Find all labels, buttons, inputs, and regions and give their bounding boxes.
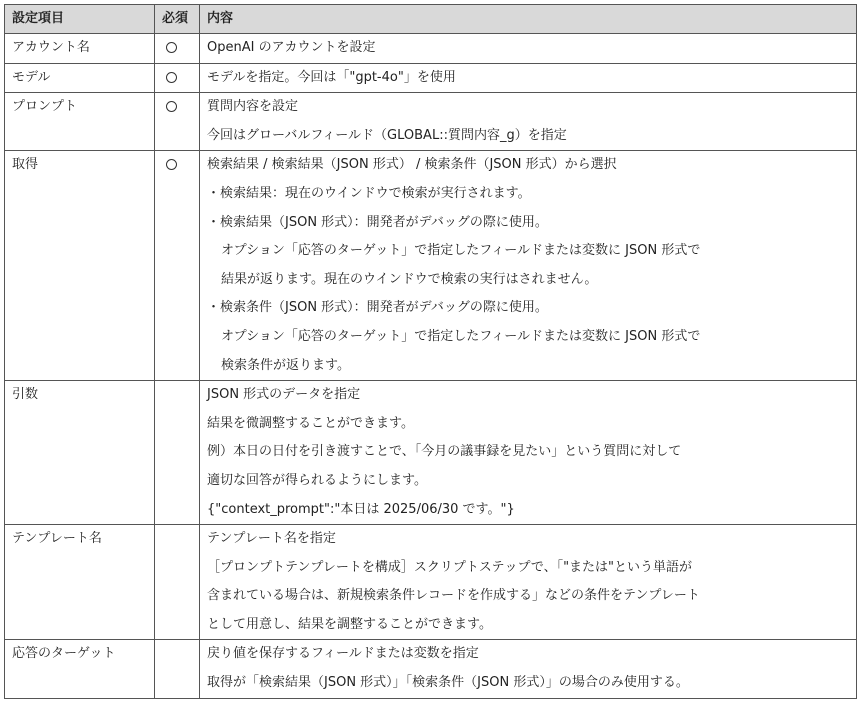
- required-circle-icon: [166, 101, 177, 112]
- cell-content: [200, 525, 857, 640]
- content-line: 例）本日の日付を引き渡すことで、「今月の議事録を見たい」という質問に対して: [207, 444, 682, 460]
- content-line: {"context_prompt":"本日は 2025/06/30 です。"}: [207, 501, 515, 517]
- table-row: [5, 93, 857, 151]
- settings-table: [4, 4, 857, 699]
- required-circle-icon: [166, 159, 177, 170]
- cell-item: テンプレート名: [5, 525, 155, 640]
- content-line: 検索結果 / 検索結果（JSON 形式） / 検索条件（JSON 形式）から選択: [207, 157, 617, 173]
- header-row: [5, 5, 857, 34]
- table-row: [5, 381, 857, 525]
- cell-required: [155, 381, 200, 525]
- content-line: ［プロンプトテンプレートを構成］スクリプトステップで、「"または"という単語が: [207, 559, 693, 575]
- content-line: 結果が返ります。現在のウインドウで検索の実行はされません。: [221, 271, 598, 287]
- content-line: OpenAI のアカウントを設定: [207, 40, 376, 55]
- content-line: 含まれている場合は、新規検索条件レコードを作成する」などの条件をテンプレート: [207, 588, 700, 604]
- cell-item: 引数: [5, 381, 155, 525]
- cell-required: [155, 640, 200, 698]
- content-line: オプション「応答のターゲット」で指定したフィールドまたは変数に JSON 形式で: [221, 243, 701, 259]
- content-line: 今回はグローバルフィールド（GLOBAL::質問内容_g）を指定: [207, 127, 567, 143]
- cell-content: [200, 640, 857, 698]
- header-required: 必須: [155, 5, 200, 34]
- cell-required: [155, 34, 200, 64]
- cell-required: [155, 525, 200, 640]
- table-row: [5, 34, 857, 64]
- table-body: [5, 34, 857, 699]
- cell-item: モデル: [5, 63, 155, 93]
- content-line: 検索条件が返ります。: [221, 357, 350, 373]
- content-line: テンプレート名を指定: [207, 531, 336, 547]
- content-line: 取得が「検索結果（JSON 形式）」「検索条件（JSON 形式）」の場合のみ使用する。: [207, 675, 689, 691]
- cell-content: [200, 151, 857, 381]
- content-line: として用意し、結果を調整することができます。: [207, 616, 492, 632]
- content-line: ・検索条件（JSON 形式）：開発者がデバッグの際に使用。: [207, 300, 548, 316]
- cell-item: 取得: [5, 151, 155, 381]
- cell-content: [200, 63, 857, 93]
- cell-content: [200, 34, 857, 64]
- content-line: オプション「応答のターゲット」で指定したフィールドまたは変数に JSON 形式で: [221, 328, 701, 344]
- content-line: 戻り値を保存するフィールドまたは変数を指定: [207, 646, 479, 662]
- content-line: ・検索結果：現在のウインドウで検索が実行されます。: [207, 185, 531, 201]
- header-item: 設定項目: [5, 5, 155, 34]
- content-line: 適切な回答が得られるようにします。: [207, 472, 427, 488]
- content-line: 質問内容を設定: [207, 99, 299, 115]
- header-content: 内容: [200, 5, 857, 34]
- table-row: [5, 525, 857, 640]
- table-row: [5, 151, 857, 381]
- content-line: ・検索結果（JSON 形式）：開発者がデバッグの際に使用。: [207, 214, 548, 230]
- cell-item: 応答のターゲット: [5, 640, 155, 698]
- content-line: JSON 形式のデータを指定: [207, 387, 361, 403]
- required-circle-icon: [166, 72, 177, 83]
- content-line: モデルを指定。今回は「"gpt-4o"」を使用: [207, 69, 456, 85]
- cell-required: [155, 63, 200, 93]
- cell-item: アカウント名: [5, 34, 155, 64]
- cell-item: プロンプト: [5, 93, 155, 151]
- table-row: [5, 640, 857, 698]
- cell-required: [155, 151, 200, 381]
- cell-required: [155, 93, 200, 151]
- table-row: [5, 63, 857, 93]
- cell-content: [200, 381, 857, 525]
- content-line: 結果を微調整することができます。: [207, 415, 414, 431]
- table-header: [5, 5, 857, 34]
- required-circle-icon: [166, 42, 177, 53]
- cell-content: [200, 93, 857, 151]
